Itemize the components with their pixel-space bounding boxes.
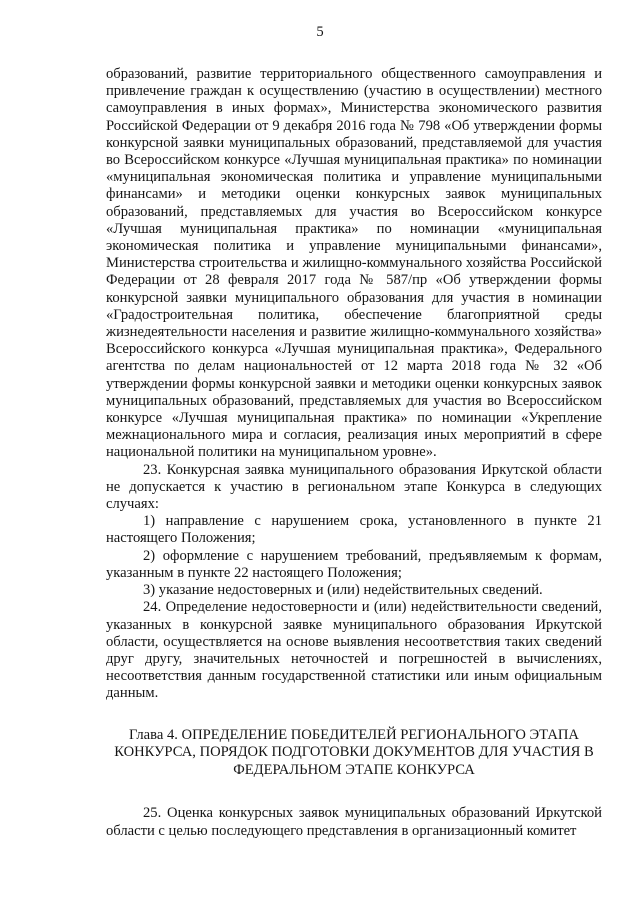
list-item-1: 1) направление с нарушением срока, установленного в пункте 21 настоящего Положения; [106,513,602,547]
paragraph-continuation: образований, развитие территориального общественного самоуправления и привлечение граждан к осуществлению (участию в осуществлении) местного самоуправления в иных формах», Министерства экономического развития Российской Федерации от 9 декабря 2016 года № 798 «Об утверждении формы конкурсной заявки муниципальных образований, представляемой для участия во Всероссийском конкурсе «Лучшая муниципальная практика» по номинации «муниципальная экономическая политика и управление муниципальными финансами» и методики оценки конкурсных заявок муниципальных образований, представляемых для участия во Всероссийском конкурсе «Лучшая муниципальная практика» по номинации «муниципальная экономическая политика и управление муниципальными финансами», Министерства строительства и жилищно-коммунального хозяйства Российской Федерации от 28 февраля 2017 года № 587/пр «Об утверждении формы конкурсной заявки муниципального образования для участия в номинации «Градостроительная политика, обеспечение благоприятной среды жизнедеятельности населения и развитие жилищно-коммунального хозяйства» Всероссийского конкурса «Лучшая муниципальная практика», Федерального агентства по делам национальностей от 12 марта 2018 года № 32 «Об утверждении формы конкурсной заявки и методики оценки конкурсных заявок муниципальных образований, представляемых для участия во Всероссийском конкурсе «Лучшая муниципальная практика» по номинации «Укрепление межнационального мира и согласия, реализация иных мероприятий в сфере национальной политики на муниципальном уровне». [106,66,602,461]
document-body [106,66,602,840]
paragraph-clause-23: 23. Конкурсная заявка муниципального образования Иркутской области не допускается к участию в региональном этапе Конкурса в следующих случаях: [106,461,602,513]
page-number: 5 [316,24,324,40]
paragraph-clause-25: 25. Оценка конкурсных заявок муниципальных образований Иркутской области с целью последующего представления в организационный комитет [106,805,602,839]
list-item-3: 3) указание недостоверных и (или) недействительных сведений. [143,582,543,599]
chapter-heading: Глава 4. ОПРЕДЕЛЕНИЕ ПОБЕДИТЕЛЕЙ РЕГИОНАЛЬНОГО ЭТАПА КОНКУРСА, ПОРЯДОК ПОДГОТОВКИ ДОКУМЕНТОВ ДЛЯ УЧАСТИЯ В ФЕДЕРАЛЬНОМ ЭТАПЕ КОНКУРСА [114,726,594,778]
list-item-2: 2) оформление с нарушением требований, предъявляемым к формам, указанным в пункте 22 настоящего Положения; [106,547,602,581]
paragraph-clause-24: 24. Определение недостоверности и (или) недействительности сведений, указанных в конкурсной заявке муниципального образования Иркутской области, осуществляется на основе выявления несоответствия таких сведений друг другу, значительных неточностей и погрешностей в вычислениях, несоответствия данным государственной статистики или иным официальным данным. [106,599,602,702]
